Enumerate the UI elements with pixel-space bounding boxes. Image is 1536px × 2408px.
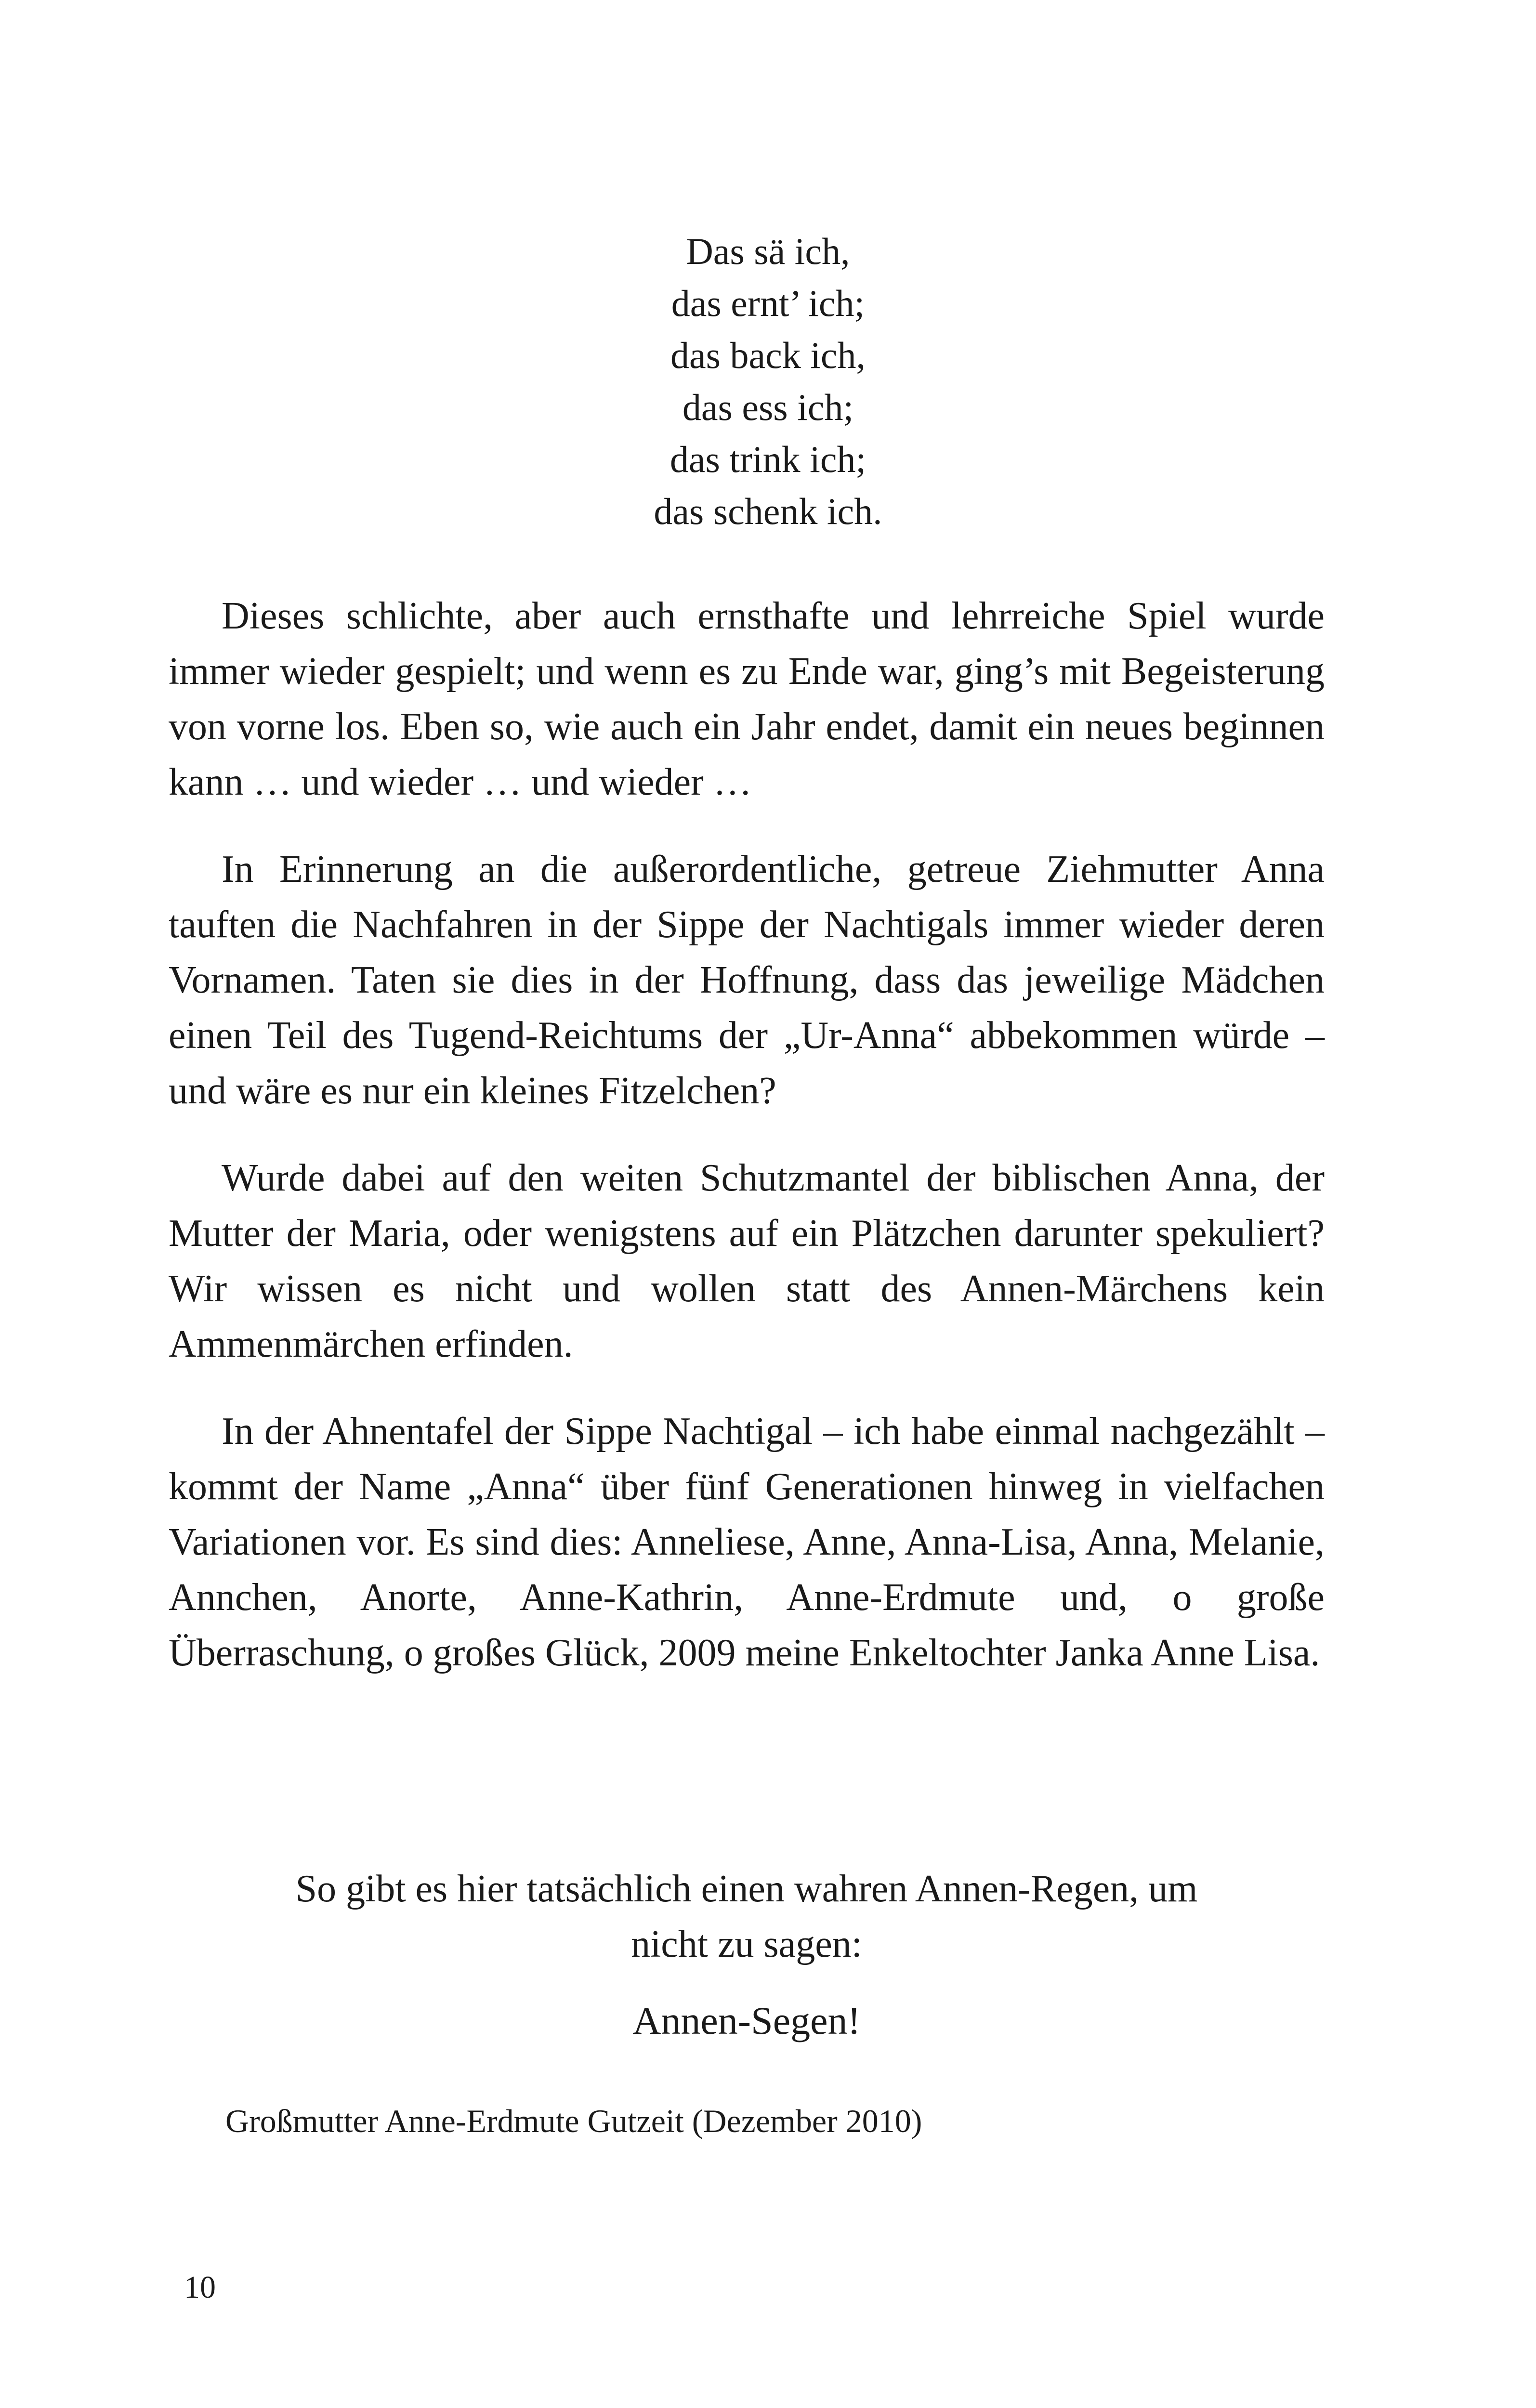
author-signature: Großmutter Anne-Erdmute Gutzeit (Dezember 2010) — [225, 2103, 922, 2139]
poem-line: das ernt’ ich; — [671, 282, 865, 324]
poem-line: Das sä ich, — [686, 230, 850, 272]
page-number: 10 — [184, 2270, 216, 2305]
poem-line: das ess ich; — [682, 386, 854, 428]
closing-exclamation: Annen-Segen! — [632, 1999, 861, 2042]
paragraph-remembrance: In Erinnerung an die außerordentliche, getreue Ziehmutter Anna tauften die Nachfahren in der Sippe der Nachtigals immer wieder deren Vornamen. Taten sie dies in der Hoffnung, dass das jeweilige Mädchen einen Teil des Tugend-Reichtums der „Ur-Anna“ abbekommen würde – und wäre es nur ein kleines Fitzelchen? — [169, 848, 1325, 1112]
body-text — [169, 589, 1325, 1681]
closing-statement — [169, 1861, 1325, 1972]
poem — [0, 225, 1536, 537]
poem-line: das schenk ich. — [654, 490, 882, 532]
paragraph-biblical-anna: Wurde dabei auf den weiten Schutzmantel der biblischen Anna, der Mutter der Maria, oder wenigstens auf ein Plätzchen darunter spekuliert? Wir wissen es nicht und wollen statt des Annen-Märchens kein Ammenmärchen erfinden. — [169, 1157, 1325, 1365]
closing-line: nicht zu sagen: — [631, 1923, 862, 1965]
paragraph-family-tree: In der Ahnentafel der Sippe Nachtigal – ich habe einmal nachgezählt – kommt der Name „Anna“ über fünf Generationen hinweg in vielfachen Variationen vor. Es sind dies: Anneliese, Anne, Anna-Lisa, Anna, Melanie, Annchen, Anorte, Anne-Kathrin, Anne-Erdmute und, o große Überraschung, o großes Glück, 2009 meine Enkeltochter Janka Anne Lisa. — [169, 1410, 1325, 1674]
poem-line: das back ich, — [670, 334, 866, 376]
paragraph-game: Dieses schlichte, aber auch ernsthafte und lehrreiche Spiel wurde immer wieder gespielt; und wenn es zu Ende war, ging’s mit Begeisterung von vorne los. Eben so, wie auch ein Jahr endet, damit ein neues beginnen kann … und wieder … und wieder … — [169, 595, 1325, 803]
closing-line: So gibt es hier tatsächlich einen wahren Annen-Regen, um — [295, 1868, 1198, 1910]
poem-line: das trink ich; — [670, 438, 866, 480]
